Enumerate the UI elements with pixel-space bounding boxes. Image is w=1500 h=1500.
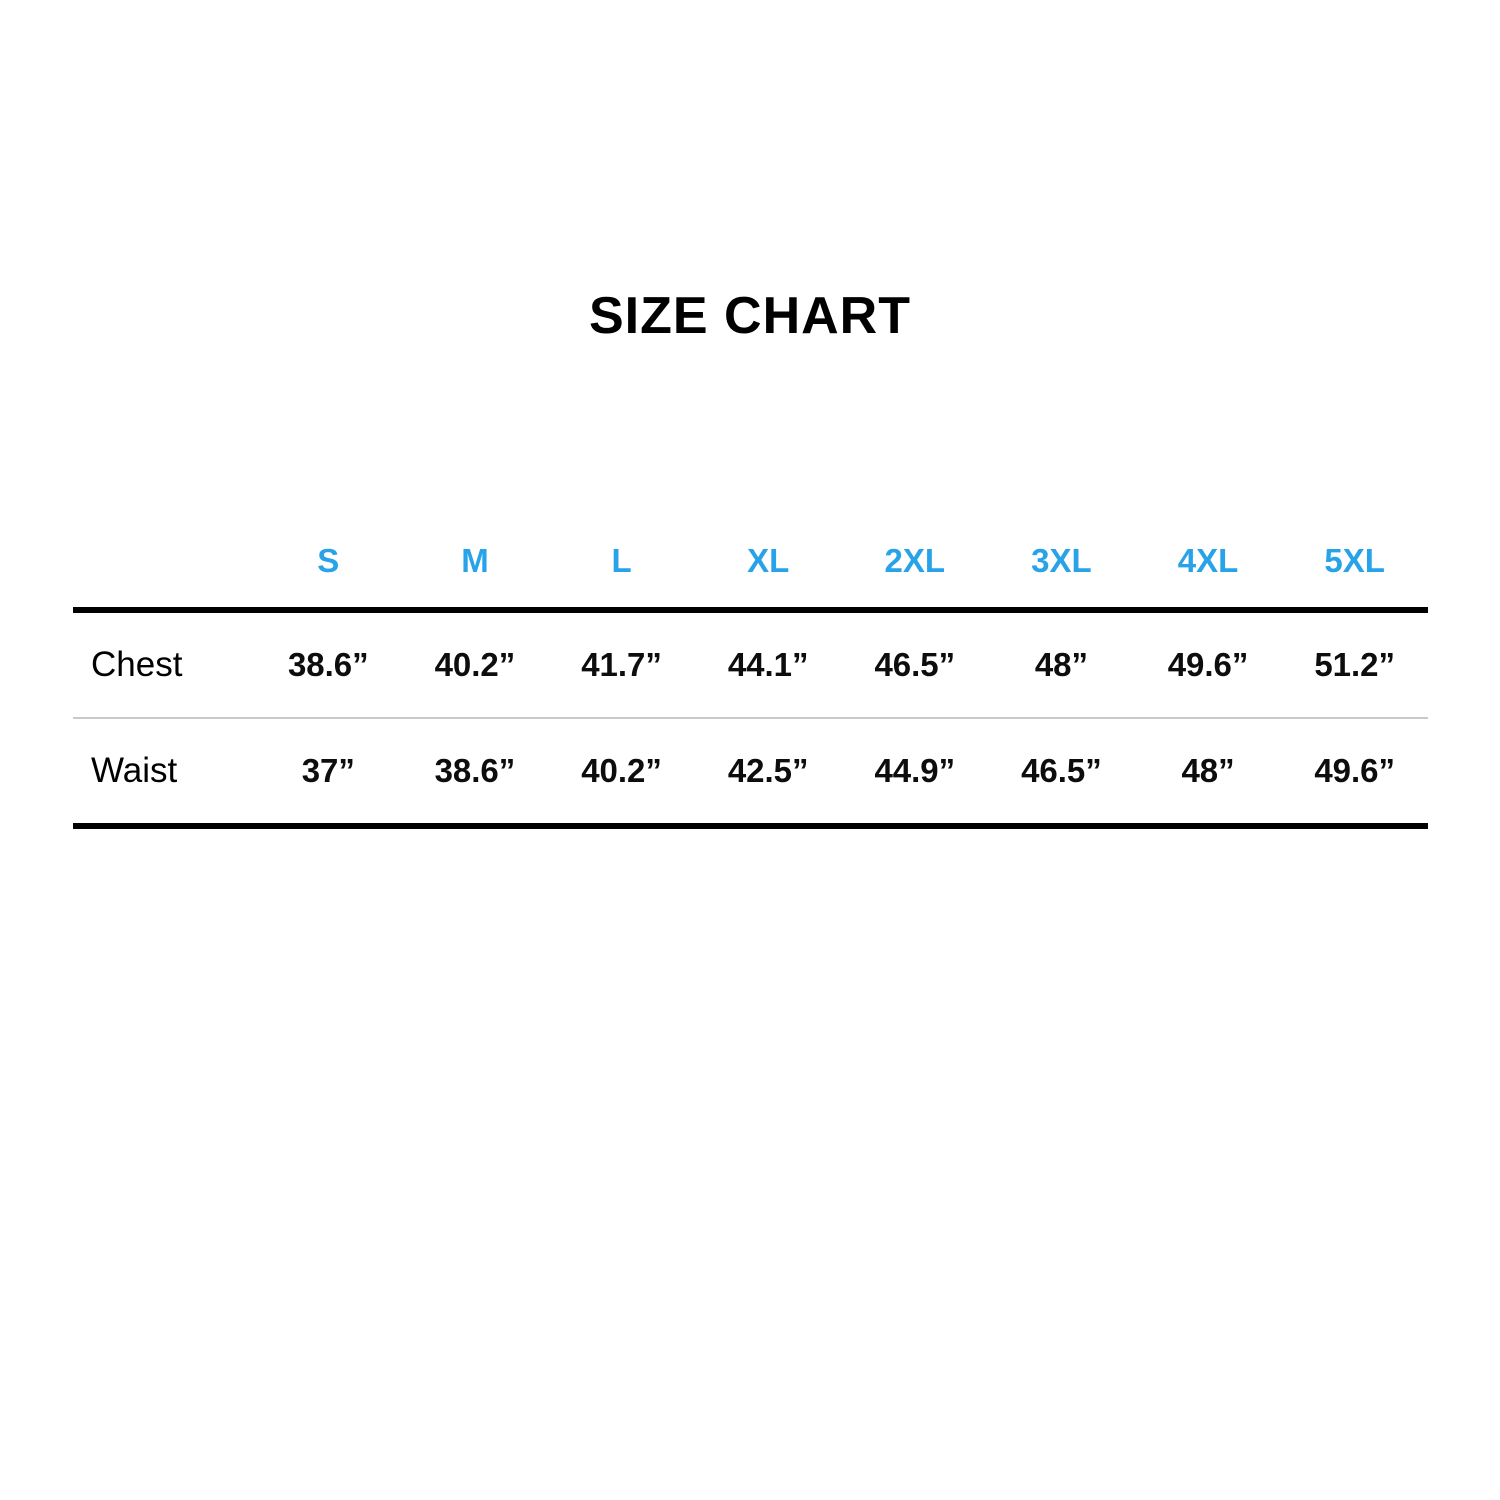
column-header-2xl: 2XL xyxy=(884,542,946,579)
column-header-3xl: 3XL xyxy=(1031,542,1092,579)
waist-3xl: 46.5” xyxy=(1021,752,1102,789)
waist-4xl: 48” xyxy=(1181,752,1235,789)
row-label-waist: Waist xyxy=(91,751,178,790)
row-label-chest: Chest xyxy=(91,645,183,684)
waist-5xl: 49.6” xyxy=(1314,752,1396,789)
page-title: SIZE CHART xyxy=(589,287,911,345)
table-header xyxy=(73,515,1428,610)
column-header-l: L xyxy=(611,542,632,579)
column-header-4xl: 4XL xyxy=(1177,542,1239,579)
chest-5xl: 51.2” xyxy=(1314,646,1396,683)
waist-m: 38.6” xyxy=(434,752,516,789)
chest-l: 41.7” xyxy=(581,646,662,683)
table-header-row xyxy=(73,515,1428,610)
waist-xl: 42.5” xyxy=(727,752,809,789)
table-row xyxy=(73,610,1428,718)
chest-3xl: 48” xyxy=(1034,646,1089,683)
column-header-s: S xyxy=(317,542,340,579)
chest-4xl: 49.6” xyxy=(1167,646,1249,683)
column-header-xl: XL xyxy=(747,542,790,579)
column-header-m: M xyxy=(461,542,489,579)
column-header-5xl: 5XL xyxy=(1324,542,1385,579)
chest-s: 38.6” xyxy=(287,646,369,683)
waist-s: 37” xyxy=(301,752,355,789)
column-header-measurement xyxy=(73,515,255,610)
waist-2xl: 44.9” xyxy=(874,752,956,789)
size-chart-table xyxy=(73,515,1428,829)
waist-l: 40.2” xyxy=(581,752,662,789)
chest-xl: 44.1” xyxy=(727,646,809,683)
chest-2xl: 46.5” xyxy=(874,646,956,683)
size-chart-table-wrapper xyxy=(73,515,1428,829)
chest-m: 40.2” xyxy=(434,646,516,683)
table-body xyxy=(73,610,1428,826)
table-row xyxy=(73,718,1428,826)
